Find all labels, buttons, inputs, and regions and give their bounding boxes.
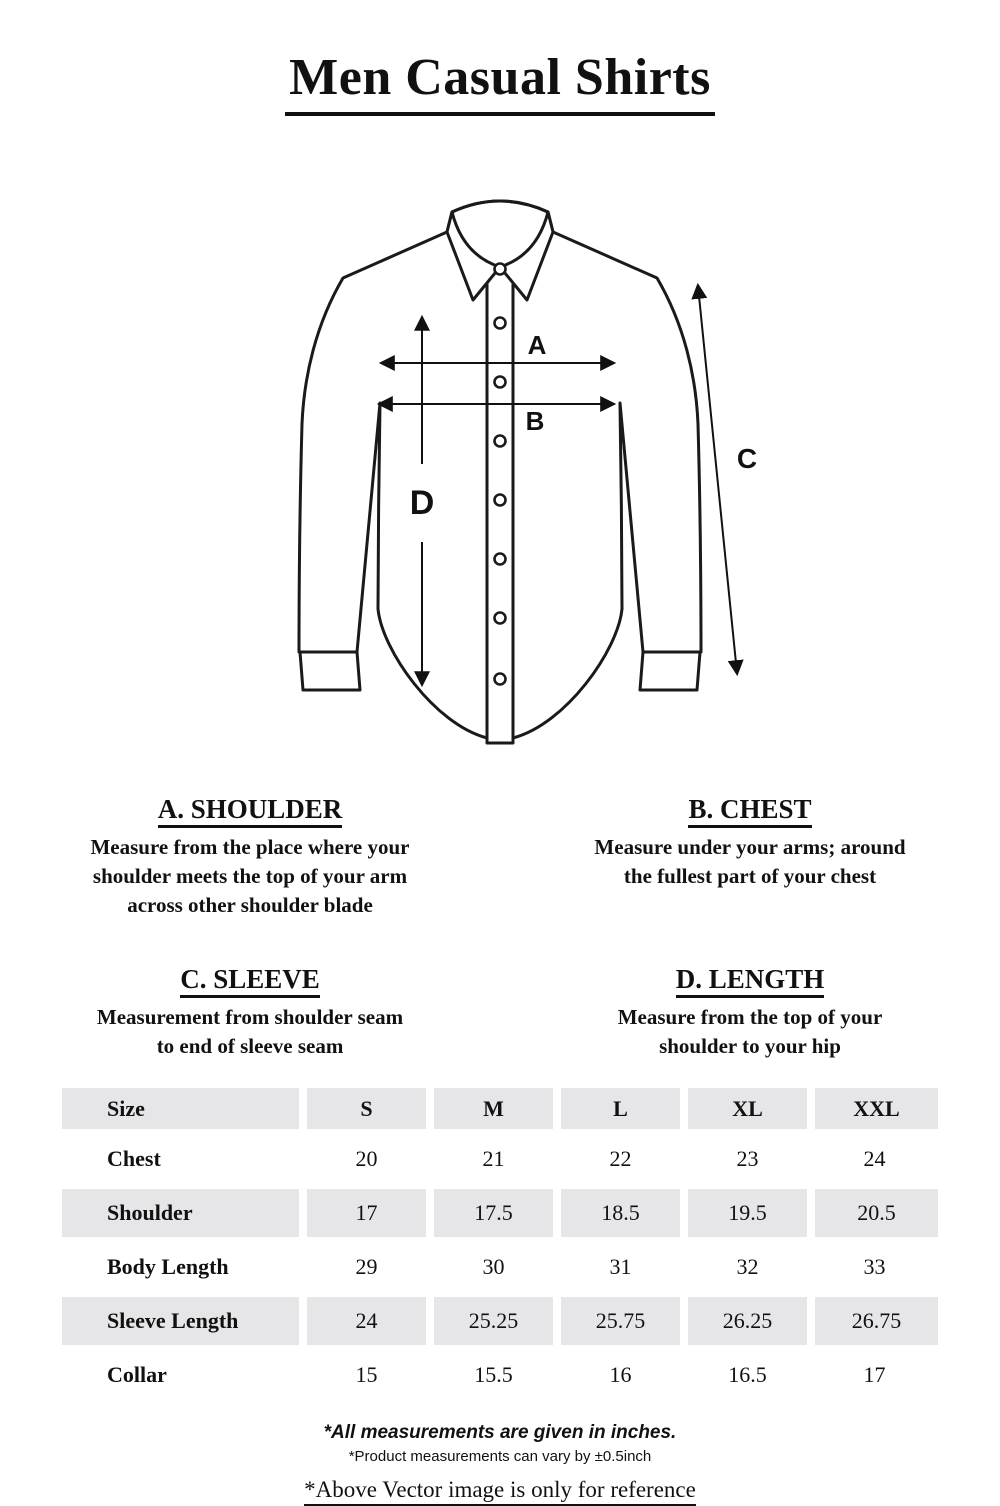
size-table-header-row [62, 1085, 938, 1132]
row-label: Shoulder [62, 1186, 303, 1240]
shirt-diagram [270, 166, 770, 786]
guide-sleeve [0, 964, 500, 1061]
table-row-shoulder [62, 1186, 938, 1240]
cell-value: 25.25 [430, 1294, 557, 1348]
measurement-guides [0, 794, 1000, 1061]
col-header-l: L [557, 1085, 684, 1132]
cell-value: 29 [355, 1254, 378, 1280]
guide-shoulder [0, 794, 500, 920]
cell-value: 24 [303, 1294, 430, 1348]
cell-value: 16.5 [728, 1362, 767, 1388]
cell-value: 18.5 [557, 1186, 684, 1240]
cell-value: 19.5 [684, 1186, 811, 1240]
footnote-reference: *Above Vector image is only for reference [0, 1477, 1000, 1503]
cell-value: 20 [355, 1146, 378, 1172]
cell-value: 31 [609, 1254, 632, 1280]
footnote-tolerance: *Product measurements can vary by ±0.5inch [348, 1448, 652, 1466]
guide-length [500, 964, 1000, 1061]
guide-sleeve-heading: C. SLEEVE [0, 964, 500, 995]
guide-chest-heading: B. CHEST [500, 794, 1000, 825]
cell-value: 15.5 [474, 1362, 513, 1388]
footnote-units: *All measurements are given in inches. [323, 1422, 677, 1444]
cell-value: 16 [609, 1362, 632, 1388]
guide-length-heading: D. LENGTH [500, 964, 1000, 995]
cell-value: 22 [609, 1146, 632, 1172]
guide-sleeve-text: Measurement from shoulder seam to end of sleeve seam [96, 1005, 404, 1059]
label-b: B [525, 406, 545, 437]
cell-value: 23 [736, 1146, 759, 1172]
guide-chest-text: Measure under your arms; around the fullest part of your chest [594, 835, 906, 889]
row-label: Chest [107, 1146, 161, 1172]
col-header-xl: XL [684, 1085, 811, 1132]
page-title: Men Casual Shirts [285, 50, 715, 116]
col-header-s: S [303, 1085, 430, 1132]
cell-value: 15 [355, 1362, 378, 1388]
label-a: A [527, 330, 547, 361]
label-d: D [409, 484, 435, 523]
cell-value: 32 [736, 1254, 759, 1280]
table-row-collar [62, 1348, 938, 1402]
cell-value: 26.75 [811, 1294, 938, 1348]
shirt-vector-image [270, 166, 770, 786]
arrow-c-sleeve [698, 286, 737, 673]
footnotes [0, 1422, 1000, 1503]
cell-value: 30 [482, 1254, 505, 1280]
left-cuff [300, 652, 360, 690]
col-header-xxl: XXL [811, 1085, 938, 1132]
page-header [0, 0, 1000, 116]
cell-value: 20.5 [811, 1186, 938, 1240]
cell-value: 26.25 [684, 1294, 811, 1348]
cell-value: 17 [303, 1186, 430, 1240]
row-label: Collar [107, 1362, 167, 1388]
guide-shoulder-text: Measure from the place where your shoulder meets the top of your arm across other shoulder blade [90, 835, 410, 918]
guide-chest [500, 794, 1000, 920]
size-table [62, 1085, 938, 1402]
table-row-body-length [62, 1240, 938, 1294]
cell-value: 33 [863, 1254, 886, 1280]
cell-value: 25.75 [557, 1294, 684, 1348]
row-label: Body Length [107, 1254, 229, 1280]
guide-shoulder-heading: A. SHOULDER [0, 794, 500, 825]
cell-value: 21 [482, 1146, 505, 1172]
cell-value: 24 [863, 1146, 886, 1172]
table-row-sleeve-length [62, 1294, 938, 1348]
guide-length-text: Measure from the top of your shoulder to your hip [617, 1005, 883, 1059]
row-label: Sleeve Length [62, 1294, 303, 1348]
cell-value: 17 [863, 1362, 886, 1388]
table-row-chest [62, 1132, 938, 1186]
cell-value: 17.5 [430, 1186, 557, 1240]
right-cuff [640, 652, 700, 690]
col-header-m: M [430, 1085, 557, 1132]
col-header-size: Size [62, 1085, 303, 1132]
label-c: C [736, 443, 758, 475]
